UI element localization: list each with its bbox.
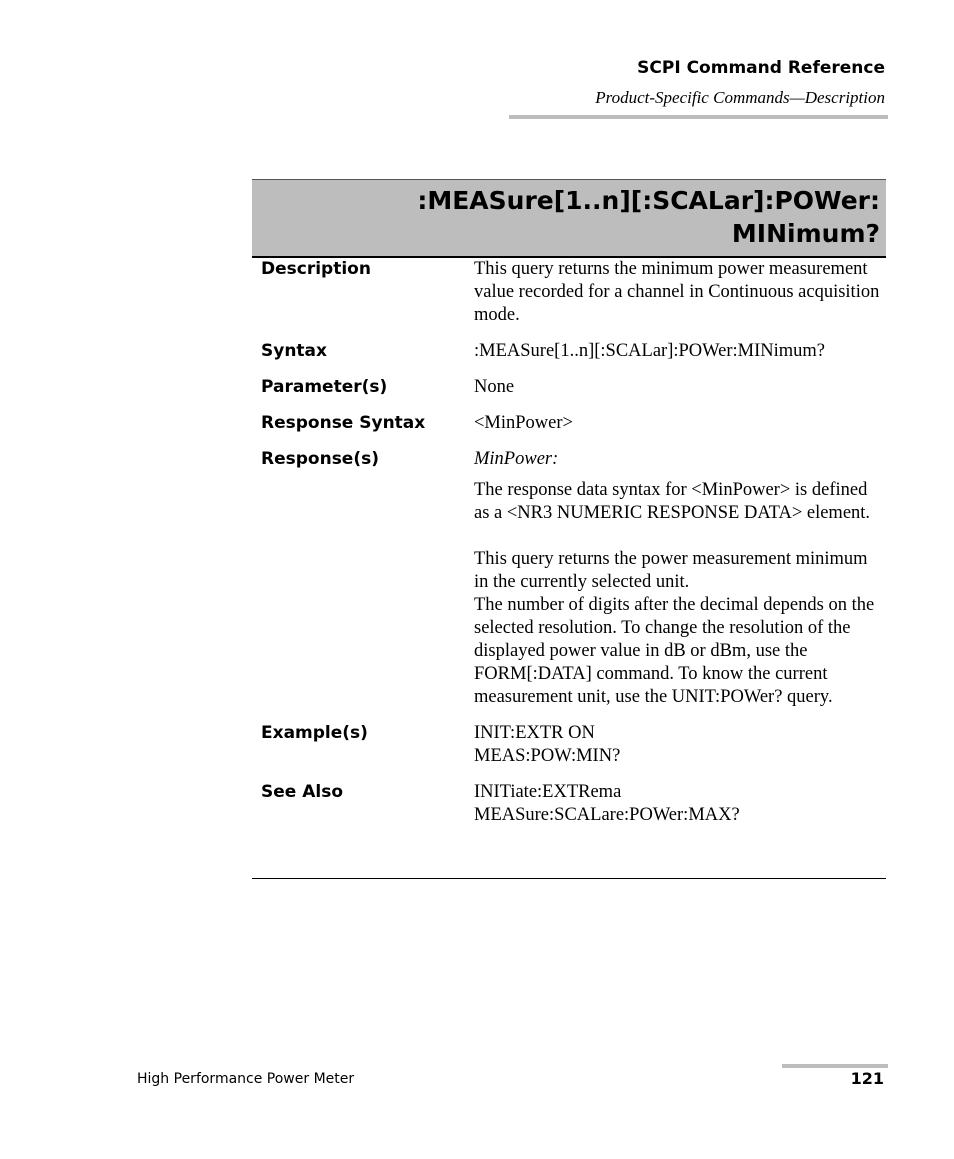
parameters-text: None [474,377,515,397]
syntax-label: Syntax [261,341,327,361]
responses-cell [474,448,886,722]
parameters-label: Parameter(s) [261,377,388,397]
see-also-cell [474,781,886,827]
row-examples [252,722,886,781]
command-title-line-1: :MEASure[1..n][:SCALar]:POWer: [417,186,880,215]
paragraph-spacer [474,525,886,548]
command-title-line-2: MINimum? [731,219,880,248]
footer-rule [782,1064,888,1068]
syntax-text: :MEASure[1..n][:SCALar]:POWer:MINimum? [474,341,825,361]
command-title-band [252,179,886,258]
response-syntax-text: <MinPower> [474,413,573,433]
command-title [417,184,880,250]
table-bottom-rule [252,878,886,879]
running-header-subtitle: Product-Specific Commands—Description [595,88,885,107]
row-see-also [252,781,886,827]
see-also-label: See Also [261,782,344,802]
example-line: INIT:EXTR ON [474,723,595,743]
command-reference-table [252,258,886,827]
row-description [252,258,886,340]
row-parameters [252,376,886,412]
page-number: 121 [850,1069,884,1088]
row-responses [252,448,886,722]
response-paragraph-3: The number of digits after the decimal depends on the selected resolution. To change the resolution of the displayed power value in dB or dBm, use the FORM[:DATA] command. To know the current measurement unit, use the UNIT:POWer? query. [474,595,875,707]
footer-document-title: High Performance Power Meter [137,1071,355,1087]
row-response-syntax [252,412,886,448]
row-syntax [252,340,886,376]
description-text: This query returns the minimum power measurement value recorded for a channel in Continuous acquisition mode. [474,259,880,325]
examples-label: Example(s) [261,723,368,743]
see-also-line: INITiate:EXTRema [474,782,622,802]
response-param-name: MinPower: [474,449,559,469]
response-syntax-label: Response Syntax [261,413,426,433]
running-header-title: SCPI Command Reference [637,58,885,78]
responses-label: Response(s) [261,449,379,469]
response-paragraph-2: This query returns the power measurement minimum in the currently selected unit. [474,549,868,592]
description-label: Description [261,259,371,279]
example-line: MEAS:POW:MIN? [474,746,621,766]
examples-cell [474,722,886,781]
response-paragraph-1: The response data syntax for <MinPower> is defined as a <NR3 NUMERIC RESPONSE DATA> element. [474,480,871,523]
header-rule [509,115,888,119]
see-also-line: MEASure:SCALare:POWer:MAX? [474,805,740,825]
